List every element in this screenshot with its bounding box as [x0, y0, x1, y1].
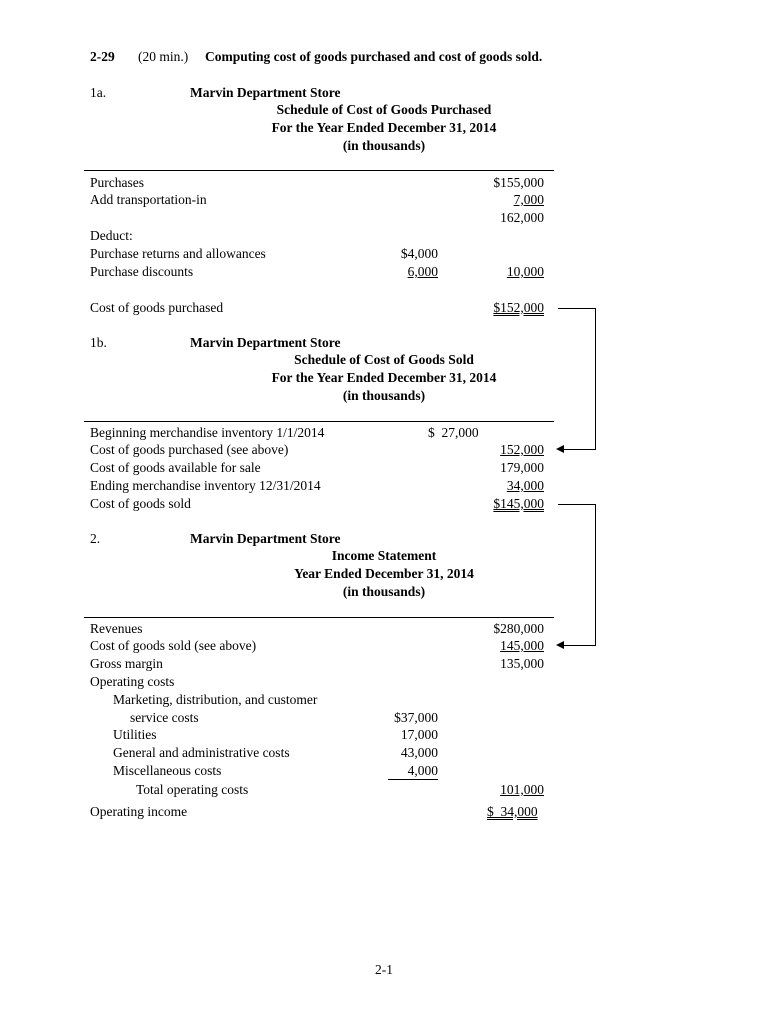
row-label: service costs [130, 710, 199, 725]
problem-time: (20 min.) [138, 49, 189, 64]
part-2-label: 2. [90, 531, 101, 546]
row-label: General and administrative costs [113, 745, 290, 760]
row-amount: 145,000 [500, 638, 544, 653]
part-2-rule [84, 617, 554, 618]
row-label: Total operating costs [136, 782, 249, 797]
part-1b-period: For the Year Ended December 31, 2014 [271, 370, 497, 385]
row-label: Cost of goods available for sale [90, 460, 261, 475]
part-2-title: Income Statement [331, 548, 437, 563]
part-1a-units: (in thousands) [342, 138, 426, 153]
row-amount: 10,000 [506, 264, 544, 279]
row-subamount: $37,000 [394, 710, 438, 725]
part-1b-units: (in thousands) [342, 388, 426, 403]
row-label: Deduct: [90, 228, 133, 243]
row-amount: 162,000 [500, 210, 544, 225]
row-label: Cost of goods purchased [90, 300, 224, 315]
row-subamount: 17,000 [400, 727, 438, 742]
part-1a-company: Marvin Department Store [190, 85, 341, 100]
arrow-left-icon [556, 445, 564, 453]
connector-line [560, 449, 596, 450]
row-label: Cost of goods purchased (see above) [90, 442, 289, 457]
problem-number: 2-29 [90, 49, 115, 64]
part-1b-company: Marvin Department Store [190, 335, 341, 350]
row-amount: 179,000 [500, 460, 544, 475]
row-label: Operating income [90, 804, 188, 819]
row-amount: 7,000 [513, 192, 544, 207]
part-2-company: Marvin Department Store [190, 531, 341, 546]
row-label: Operating costs [90, 674, 175, 689]
row-amount: $ 34,000 [487, 804, 538, 819]
problem-title: Computing cost of goods purchased and cost of goods sold. [205, 49, 543, 64]
row-subamount: 43,000 [400, 745, 438, 760]
row-subamount: $ 27,000 [428, 425, 479, 440]
row-label: Beginning merchandise inventory 1/1/2014 [90, 425, 325, 440]
connector-line [595, 504, 596, 646]
row-amount: 135,000 [500, 656, 544, 671]
row-label: Purchases [90, 175, 144, 190]
row-label: Add transportation-in [90, 192, 207, 207]
row-label: Miscellaneous costs [113, 763, 222, 778]
row-label: Purchase discounts [90, 264, 194, 279]
connector-line [558, 308, 596, 309]
row-subamount: 4,000 [407, 763, 438, 778]
row-label: Ending merchandise inventory 12/31/2014 [90, 478, 321, 493]
part-2-period: Year Ended December 31, 2014 [294, 566, 474, 581]
connector-line [560, 645, 596, 646]
connector-line [558, 504, 596, 505]
row-amount: 152,000 [500, 442, 544, 457]
part-1a-period: For the Year Ended December 31, 2014 [271, 120, 497, 135]
row-label: Cost of goods sold [90, 496, 191, 511]
part-1a-rule [84, 170, 554, 171]
row-label: Purchase returns and allowances [90, 246, 266, 261]
page-number: 2-1 [375, 962, 393, 977]
row-amount: $152,000 [493, 300, 544, 315]
connector-line [595, 308, 596, 450]
row-amount: 101,000 [500, 782, 544, 797]
part-1b-rule [84, 421, 554, 422]
part-1a-title: Schedule of Cost of Goods Purchased [276, 102, 492, 117]
part-1a-label: 1a. [90, 85, 107, 100]
row-label: Marketing, distribution, and customer [113, 692, 318, 707]
row-subamount: 6,000 [407, 264, 438, 279]
part-1b-label: 1b. [90, 335, 107, 350]
row-subamount: $4,000 [400, 246, 438, 261]
part-1b-title: Schedule of Cost of Goods Sold [294, 352, 474, 367]
row-amount: $280,000 [493, 621, 544, 636]
row-label: Gross margin [90, 656, 163, 671]
row-amount: $155,000 [493, 175, 544, 190]
row-amount: $145,000 [493, 496, 544, 511]
part-2-units: (in thousands) [342, 584, 426, 599]
row-label: Cost of goods sold (see above) [90, 638, 257, 653]
row-label: Revenues [90, 621, 143, 636]
row-label: Utilities [113, 727, 157, 742]
arrow-left-icon [556, 641, 564, 649]
row-amount: 34,000 [506, 478, 544, 493]
subtotal-rule [388, 779, 438, 780]
